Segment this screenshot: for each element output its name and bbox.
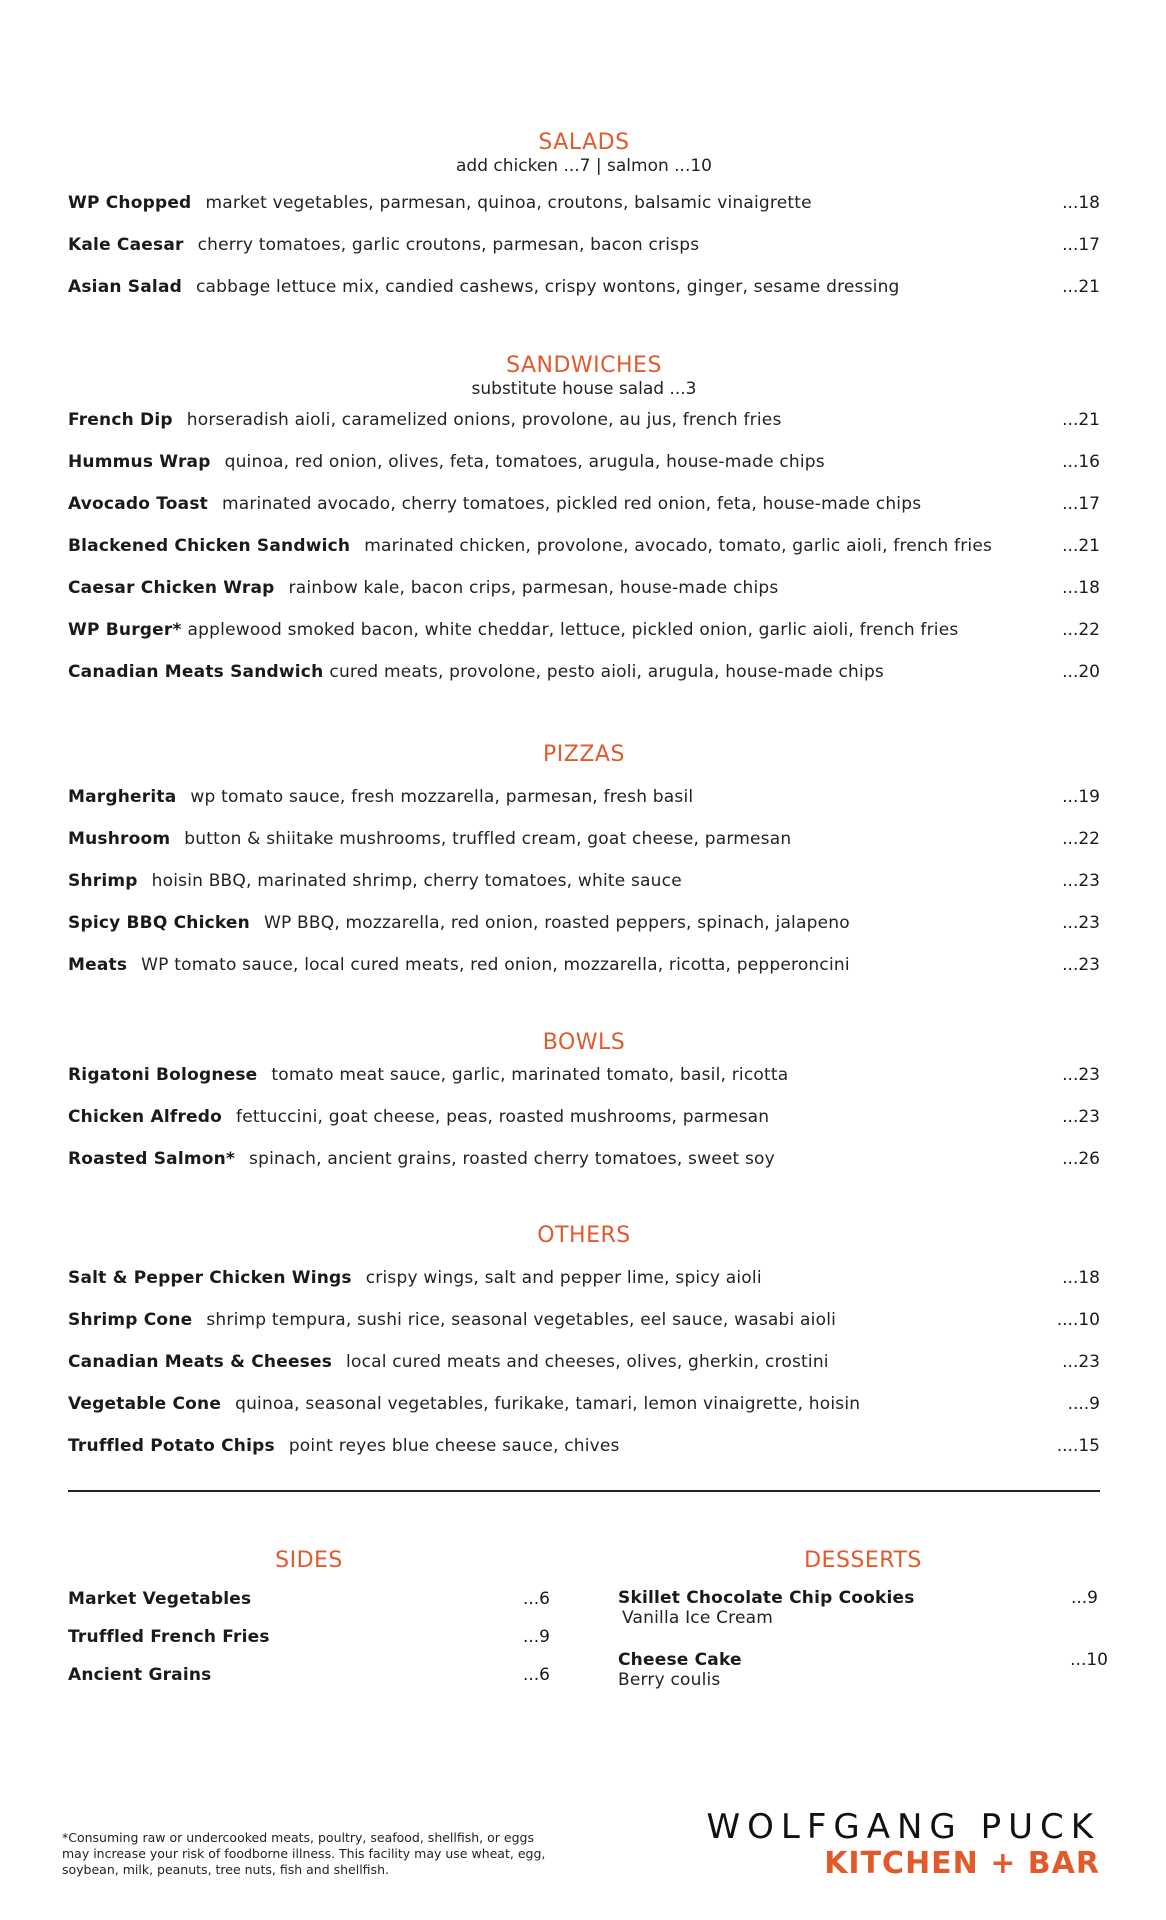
side-item: [68, 1626, 550, 1664]
menu-item: [68, 1435, 1100, 1477]
item-price: ...23: [1062, 871, 1100, 891]
sides-section: [68, 1548, 550, 1702]
menu-item: [68, 1393, 1100, 1435]
item-price: ...21: [1062, 277, 1100, 297]
menu-item: [68, 828, 1100, 870]
item-price: ...20: [1062, 662, 1100, 682]
dessert-item: [618, 1588, 1108, 1650]
menu-item: [68, 409, 1100, 451]
item-name: Chicken Alfredo: [68, 1107, 223, 1127]
menu-item: [68, 619, 1100, 661]
item-description: spinach, ancient grains, roasted cherry tomatoes, sweet soy: [249, 1149, 775, 1169]
menu-item: [68, 493, 1100, 535]
item-description: horseradish aioli, caramelized onions, provolone, au jus, french fries: [186, 410, 782, 430]
item-description: button & shiitake mushrooms, truffled cream, goat cheese, parmesan: [184, 829, 792, 849]
item-price: ...23: [1062, 1352, 1100, 1372]
allergen-disclaimer: *Consuming raw or undercooked meats, poultry, seafood, shellfish, or eggs may increase your risk of foodborne illness. This facility may use wheat, egg, soybean, milk, peanuts, tree nuts, fish and shellfish.: [62, 1830, 546, 1877]
item-name: Cheese Cake: [618, 1650, 742, 1670]
item-price: ...26: [1062, 1149, 1100, 1169]
item-price: ...21: [1062, 536, 1100, 556]
item-description: WP tomato sauce, local cured meats, red onion, mozzarella, ricotta, pepperoncini: [141, 955, 850, 975]
item-name: Shrimp Cone: [68, 1310, 193, 1330]
pizzas-section: [68, 742, 1100, 996]
item-description: marinated avocado, cherry tomatoes, pickled red onion, feta, house-made chips: [221, 494, 922, 514]
item-price: ....9: [1067, 1394, 1100, 1414]
salads-subtitle: add chicken ...7 | salmon ...10: [455, 156, 712, 176]
item-price: ...10: [1070, 1650, 1108, 1670]
menu-item: [68, 1309, 1100, 1351]
item-price: ...21: [1062, 410, 1100, 430]
item-name: Kale Caesar: [68, 235, 184, 255]
desserts-title: DESSERTS: [804, 1548, 922, 1573]
item-description: quinoa, seasonal vegetables, furikake, tamari, lemon vinaigrette, hoisin: [235, 1394, 861, 1414]
desserts-section: [618, 1548, 1108, 1712]
item-name: Roasted Salmon*: [68, 1149, 236, 1169]
item-description: wp tomato sauce, fresh mozzarella, parmesan, fresh basil: [190, 787, 694, 807]
side-item: [68, 1588, 550, 1626]
item-description: point reyes blue cheese sauce, chives: [288, 1436, 620, 1456]
item-description: cherry tomatoes, garlic croutons, parmesan, bacon crisps: [197, 235, 700, 255]
logo-wordmark: WOLFGANG PUCK: [706, 1807, 1100, 1847]
menu-item: [68, 786, 1100, 828]
item-name: Mushroom: [68, 829, 171, 849]
item-name: Vegetable Cone: [68, 1394, 222, 1414]
item-name: Salt & Pepper Chicken Wings: [68, 1268, 352, 1288]
menu-item: [68, 1148, 1100, 1190]
item-name: Rigatoni Bolognese: [68, 1065, 258, 1085]
sandwiches-title: SANDWICHES: [506, 353, 662, 378]
item-name: Caesar Chicken Wrap: [68, 578, 275, 598]
salads-section: [68, 130, 1100, 318]
item-name: WP Burger*: [68, 620, 182, 640]
item-name: Meats: [68, 955, 128, 975]
item-description: rainbow kale, bacon crips, parmesan, house-made chips: [288, 578, 779, 598]
item-price: ...9: [1070, 1588, 1098, 1608]
item-description: tomato meat sauce, garlic, marinated tomato, basil, ricotta: [271, 1065, 789, 1085]
menu-item: [68, 954, 1100, 996]
item-description: crispy wings, salt and pepper lime, spicy aioli: [365, 1268, 762, 1288]
side-item: [68, 1664, 550, 1702]
menu-item: [68, 276, 1100, 318]
item-price: ...23: [1062, 955, 1100, 975]
item-description: market vegetables, parmesan, quinoa, croutons, balsamic vinaigrette: [205, 193, 812, 213]
item-price: ...6: [522, 1665, 550, 1685]
item-description: Vanilla Ice Cream: [622, 1608, 774, 1628]
item-price: ...18: [1062, 193, 1100, 213]
menu-item: [68, 192, 1100, 234]
pizzas-title: PIZZAS: [543, 742, 625, 767]
item-name: Avocado Toast: [68, 494, 208, 514]
menu-item: [68, 234, 1100, 276]
item-name: Skillet Chocolate Chip Cookies: [618, 1588, 915, 1608]
item-price: ....10: [1056, 1310, 1100, 1330]
item-price: ...22: [1062, 829, 1100, 849]
menu-item: [68, 1064, 1100, 1106]
item-name: Canadian Meats & Cheeses: [68, 1352, 333, 1372]
item-description: cabbage lettuce mix, candied cashews, crispy wontons, ginger, sesame dressing: [195, 277, 900, 297]
item-description: local cured meats and cheeses, olives, gherkin, crostini: [346, 1352, 829, 1372]
item-description: Berry coulis: [618, 1670, 721, 1690]
bowls-section: [68, 1030, 1100, 1190]
item-name: Ancient Grains: [68, 1665, 212, 1685]
item-name: Blackened Chicken Sandwich: [68, 536, 351, 556]
others-section: [68, 1223, 1100, 1477]
salads-title: SALADS: [538, 130, 630, 155]
others-title: OTHERS: [537, 1223, 631, 1248]
item-name: Canadian Meats Sandwich: [68, 662, 324, 682]
menu-item: [68, 451, 1100, 493]
item-description: marinated chicken, provolone, avocado, tomato, garlic aioli, french fries: [364, 536, 993, 556]
menu-item: [68, 1106, 1100, 1148]
item-price: ...22: [1062, 620, 1100, 640]
item-price: ...23: [1062, 913, 1100, 933]
item-name: Margherita: [68, 787, 177, 807]
item-price: ...17: [1062, 235, 1100, 255]
sandwiches-subtitle: substitute house salad ...3: [471, 379, 697, 399]
item-price: ...6: [522, 1589, 550, 1609]
item-description: WP BBQ, mozzarella, red onion, roasted peppers, spinach, jalapeno: [263, 913, 850, 933]
item-price: ....15: [1056, 1436, 1100, 1456]
item-description: shrimp tempura, sushi rice, seasonal vegetables, eel sauce, wasabi aioli: [206, 1310, 837, 1330]
item-price: ...9: [522, 1627, 550, 1647]
menu-item: [68, 870, 1100, 912]
item-price: ...19: [1062, 787, 1100, 807]
item-name: WP Chopped: [68, 193, 192, 213]
item-description: applewood smoked bacon, white cheddar, lettuce, pickled onion, garlic aioli, french fries: [187, 620, 959, 640]
menu-item: [68, 912, 1100, 954]
menu-item: [68, 577, 1100, 619]
item-description: fettuccini, goat cheese, peas, roasted mushrooms, parmesan: [236, 1107, 770, 1127]
menu-item: [68, 1351, 1100, 1393]
item-price: ...23: [1062, 1065, 1100, 1085]
menu-item: [68, 535, 1100, 577]
brand-logo: [707, 1808, 1101, 1882]
logo-subtitle: KITCHEN + BAR: [824, 1846, 1100, 1881]
item-price: ...23: [1062, 1107, 1100, 1127]
item-name: Hummus Wrap: [68, 452, 211, 472]
sides-title: SIDES: [275, 1548, 343, 1573]
menu-item: [68, 1267, 1100, 1309]
item-name: Spicy BBQ Chicken: [68, 913, 250, 933]
item-name: French Dip: [68, 410, 173, 430]
item-price: ...18: [1062, 1268, 1100, 1288]
item-description: hoisin BBQ, marinated shrimp, cherry tomatoes, white sauce: [151, 871, 682, 891]
item-name: Shrimp: [68, 871, 138, 891]
item-name: Market Vegetables: [68, 1589, 252, 1609]
item-price: ...18: [1062, 578, 1100, 598]
item-description: quinoa, red onion, olives, feta, tomatoes, arugula, house-made chips: [224, 452, 825, 472]
item-name: Asian Salad: [68, 277, 182, 297]
item-name: Truffled Potato Chips: [68, 1436, 275, 1456]
menu-item: [68, 661, 1100, 703]
bowls-title: BOWLS: [542, 1030, 626, 1055]
item-price: ...16: [1062, 452, 1100, 472]
item-description: cured meats, provolone, pesto aioli, arugula, house-made chips: [329, 662, 884, 682]
sandwiches-section: [68, 353, 1100, 703]
item-price: ...17: [1062, 494, 1100, 514]
item-name: Truffled French Fries: [68, 1627, 270, 1647]
dessert-item: [618, 1650, 1108, 1712]
section-divider: [68, 1490, 1100, 1492]
